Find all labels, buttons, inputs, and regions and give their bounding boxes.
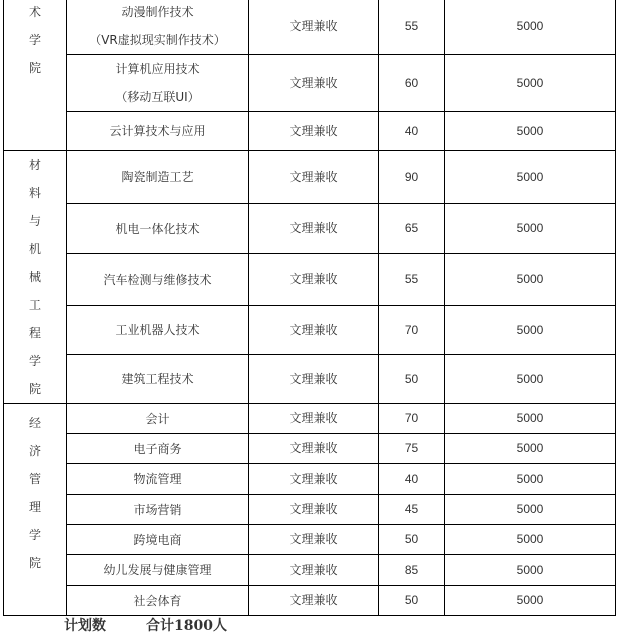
major-line: 物流管理 (133, 472, 182, 486)
fee-cell: 5000 (445, 151, 616, 204)
major-cell (67, 0, 249, 55)
table-row (4, 0, 616, 55)
table-row (4, 306, 616, 355)
college-name-char: 械 (28, 270, 41, 284)
college-name-char: 管 (28, 472, 41, 486)
major-cell (67, 306, 249, 355)
major-line: 建筑工程技术 (121, 372, 194, 386)
quota-cell: 40 (379, 112, 445, 151)
college-name-char: 理 (28, 500, 41, 514)
fee-cell: 5000 (445, 525, 616, 555)
fee-cell: 5000 (445, 434, 616, 464)
category-cell: 文理兼收 (249, 55, 379, 112)
table-row (4, 254, 616, 306)
major-line: 会计 (145, 411, 170, 426)
college-name-char: 工 (28, 298, 41, 312)
college-name-char: 院 (28, 556, 41, 570)
major-line: 计算机应用技术 (115, 62, 200, 76)
major-line: 汽车检测与维修技术 (103, 272, 212, 287)
college-name-char: 学 (28, 528, 41, 542)
table-row (4, 204, 616, 254)
major-cell (67, 112, 249, 151)
college-name-char: 济 (28, 444, 41, 458)
quota-cell: 45 (379, 495, 445, 525)
category-cell: 文理兼收 (249, 464, 379, 495)
table-row (4, 586, 616, 616)
college-name-char: 经 (28, 416, 41, 430)
college-name-char: 院 (28, 382, 41, 396)
table-row (4, 112, 616, 151)
major-line: 电子商务 (133, 441, 182, 456)
category-cell: 文理兼收 (249, 404, 379, 434)
college-name-char: 程 (28, 326, 41, 340)
major-line: 动漫制作技术 (121, 5, 194, 19)
college-name-char: 材 (28, 158, 41, 172)
quota-cell: 55 (379, 254, 445, 306)
major-cell (67, 404, 249, 434)
fee-cell: 5000 (445, 586, 616, 616)
fee-cell: 5000 (445, 112, 616, 151)
plan-count-label: 计划数 (64, 618, 106, 634)
plan-summary (0, 613, 619, 634)
fee-cell: 5000 (445, 204, 616, 254)
quota-cell: 85 (379, 555, 445, 586)
major-cell (67, 586, 249, 616)
major-line: 跨境电商 (133, 532, 182, 547)
category-cell: 文理兼收 (249, 525, 379, 555)
major-cell (67, 555, 249, 586)
category-cell: 文理兼收 (249, 355, 379, 404)
category-cell: 文理兼收 (249, 204, 379, 254)
major-cell (67, 464, 249, 495)
fee-cell: 5000 (445, 254, 616, 306)
major-cell (67, 355, 249, 404)
college-name-char: 与 (28, 214, 41, 228)
quota-cell: 90 (379, 151, 445, 204)
college-name-char: 学 (28, 354, 41, 368)
category-cell: 文理兼收 (249, 254, 379, 306)
major-cell (67, 434, 249, 464)
category-cell: 文理兼收 (249, 306, 379, 355)
category-cell: 文理兼收 (249, 151, 379, 204)
major-cell (67, 254, 249, 306)
fee-cell: 5000 (445, 355, 616, 404)
major-cell (67, 55, 249, 112)
category-cell: 文理兼收 (249, 495, 379, 525)
fee-cell: 5000 (445, 555, 616, 586)
quota-cell: 50 (379, 355, 445, 404)
major-line: 机电一体化技术 (115, 221, 200, 236)
quota-cell: 50 (379, 525, 445, 555)
major-line: 陶瓷制造工艺 (121, 170, 194, 184)
college-name-char: 学 (28, 33, 41, 47)
quota-cell: 60 (379, 55, 445, 112)
fee-cell: 5000 (445, 55, 616, 112)
quota-cell: 50 (379, 586, 445, 616)
major-line: （移动互联UI） (115, 90, 200, 104)
major-line: 工业机器人技术 (115, 323, 200, 337)
table-row (4, 555, 616, 586)
college-name-char: 机 (28, 242, 41, 256)
table-row (4, 464, 616, 495)
college-cell (4, 0, 67, 151)
major-cell (67, 525, 249, 555)
college-cell (4, 151, 67, 404)
table-row (4, 434, 616, 464)
quota-cell: 75 (379, 434, 445, 464)
major-line: 社会体育 (133, 593, 182, 608)
fee-cell: 5000 (445, 306, 616, 355)
table-row (4, 55, 616, 112)
major-line: 云计算技术与应用 (109, 124, 206, 138)
college-name-char: 院 (28, 61, 41, 75)
major-line: 市场营销 (133, 502, 182, 517)
major-cell (67, 495, 249, 525)
fee-cell: 5000 (445, 464, 616, 495)
major-cell (67, 151, 249, 204)
college-cell (4, 404, 67, 616)
category-cell: 文理兼收 (249, 434, 379, 464)
college-name-char: 术 (28, 5, 41, 19)
quota-cell: 65 (379, 204, 445, 254)
table-row (4, 525, 616, 555)
table-row (4, 495, 616, 525)
plan-total: 合计1800人 (146, 618, 227, 634)
college-name-char: 料 (28, 186, 41, 200)
category-cell: 文理兼收 (249, 0, 379, 55)
major-line: （VR虚拟现实制作技术） (89, 33, 226, 47)
table-row (4, 404, 616, 434)
major-line: 幼儿发展与健康管理 (103, 563, 212, 577)
category-cell: 文理兼收 (249, 586, 379, 616)
table-row (4, 355, 616, 404)
category-cell: 文理兼收 (249, 555, 379, 586)
fee-cell: 5000 (445, 404, 616, 434)
enrollment-plan-table (3, 0, 616, 616)
table-row (4, 151, 616, 204)
quota-cell: 70 (379, 404, 445, 434)
fee-cell: 5000 (445, 0, 616, 55)
quota-cell: 40 (379, 464, 445, 495)
quota-cell: 70 (379, 306, 445, 355)
fee-cell: 5000 (445, 495, 616, 525)
category-cell: 文理兼收 (249, 112, 379, 151)
quota-cell: 55 (379, 0, 445, 55)
major-cell (67, 204, 249, 254)
